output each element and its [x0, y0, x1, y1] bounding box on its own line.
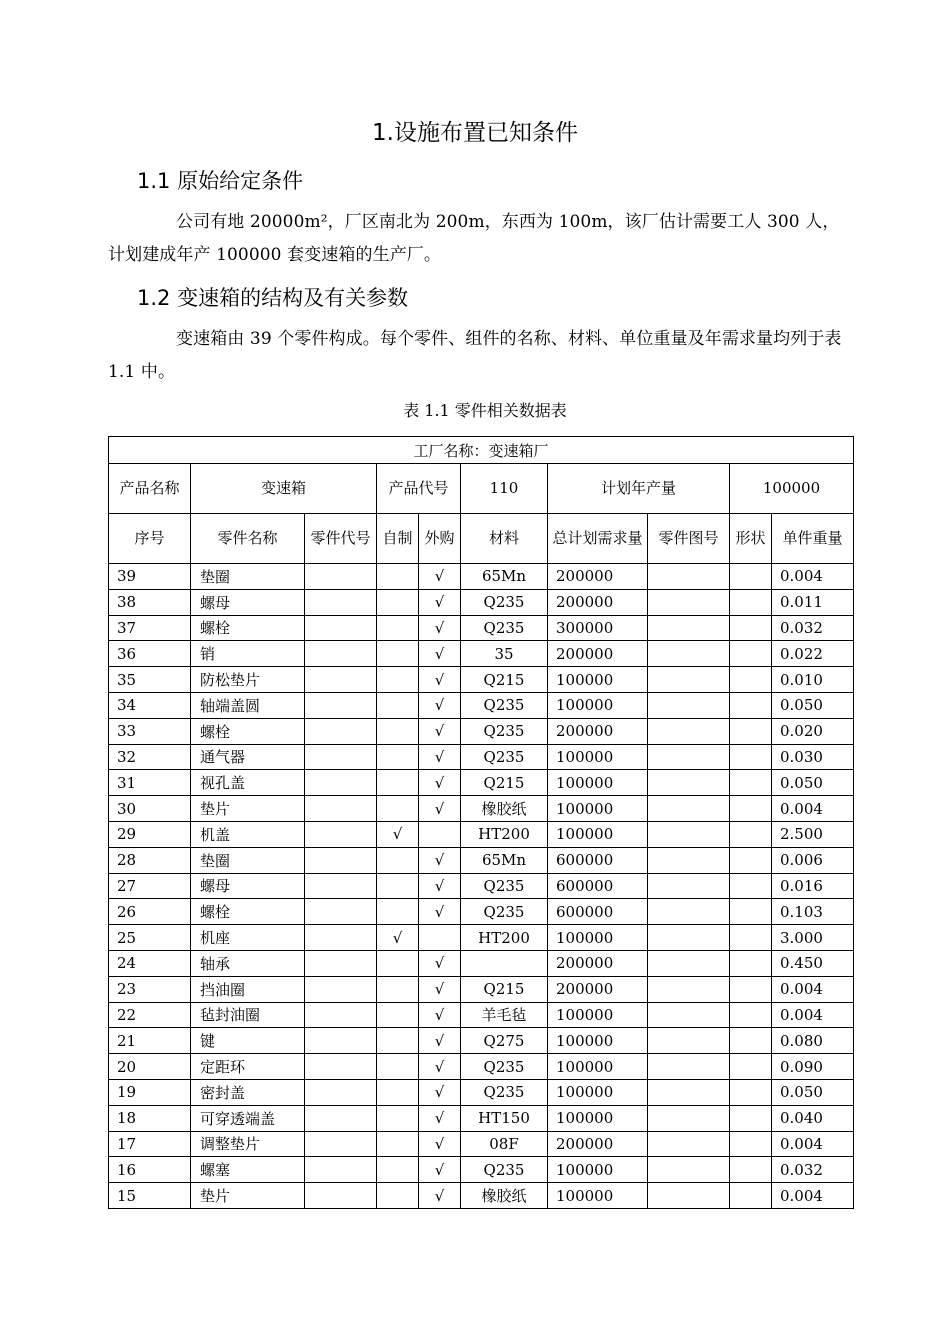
cell-outsourced: √ [419, 667, 461, 693]
table-row [109, 692, 854, 718]
cell-total-demand: 200000 [548, 589, 648, 615]
cell-part-name: 防松垫片 [191, 667, 305, 693]
cell-shape [730, 1079, 772, 1105]
cell-material: HT200 [461, 925, 548, 951]
cell-shape [730, 641, 772, 667]
cell-unit-weight: 0.011 [772, 589, 854, 615]
table-caption: 表 1.1 零件相关数据表 [403, 401, 567, 420]
cell-seq: 27 [109, 873, 191, 899]
cell-part-code [305, 976, 377, 1002]
cell-part-code [305, 1131, 377, 1157]
cell-total-demand: 200000 [548, 950, 648, 976]
table-row [109, 1157, 854, 1183]
section-heading-1-2: 1.2 变速箱的结构及有关参数 [137, 286, 409, 310]
cell-total-demand: 100000 [548, 1105, 648, 1131]
cell-material: 65Mn [461, 847, 548, 873]
cell-self-made [377, 1157, 419, 1183]
cell-shape [730, 1105, 772, 1131]
cell-part-name: 螺栓 [191, 899, 305, 925]
cell-outsourced [419, 925, 461, 951]
cell-unit-weight: 0.020 [772, 718, 854, 744]
cell-outsourced: √ [419, 1002, 461, 1028]
cell-unit-weight: 0.004 [772, 796, 854, 822]
product-name-label: 产品名称 [109, 464, 191, 514]
cell-drawing-no [648, 1157, 730, 1183]
cell-outsourced: √ [419, 1131, 461, 1157]
cell-unit-weight: 0.004 [772, 976, 854, 1002]
cell-drawing-no [648, 950, 730, 976]
cell-total-demand: 200000 [548, 1131, 648, 1157]
cell-unit-weight: 0.030 [772, 744, 854, 770]
cell-part-name: 毡封油圈 [191, 1002, 305, 1028]
cell-seq: 26 [109, 899, 191, 925]
cell-seq: 35 [109, 667, 191, 693]
cell-unit-weight: 0.450 [772, 950, 854, 976]
cell-drawing-no [648, 1183, 730, 1209]
cell-part-code [305, 692, 377, 718]
cell-outsourced: √ [419, 1028, 461, 1054]
table-row [109, 718, 854, 744]
cell-part-name: 螺母 [191, 873, 305, 899]
cell-part-code [305, 564, 377, 590]
table-row [109, 1105, 854, 1131]
factory-name-cell: 工厂名称：变速箱厂 [109, 437, 854, 464]
cell-unit-weight: 0.032 [772, 615, 854, 641]
cell-part-name: 定距环 [191, 1054, 305, 1080]
header-total-demand: 总计划需求量 [548, 514, 648, 564]
cell-shape [730, 564, 772, 590]
cell-self-made [377, 899, 419, 925]
cell-part-name: 密封盖 [191, 1079, 305, 1105]
cell-drawing-no [648, 796, 730, 822]
cell-material: HT150 [461, 1105, 548, 1131]
cell-shape [730, 950, 772, 976]
cell-drawing-no [648, 1028, 730, 1054]
cell-drawing-no [648, 821, 730, 847]
cell-total-demand: 100000 [548, 1028, 648, 1054]
table-row [109, 667, 854, 693]
table-row [109, 873, 854, 899]
cell-self-made [377, 564, 419, 590]
cell-drawing-no [648, 1131, 730, 1157]
cell-total-demand: 600000 [548, 873, 648, 899]
cell-unit-weight: 0.004 [772, 564, 854, 590]
cell-total-demand: 100000 [548, 1183, 648, 1209]
section-paragraph-1-2: 变速箱由 39 个零件构成。每个零件、组件的名称、材料、单位重量及年需求量均列于表 1.1 中。 [108, 329, 842, 382]
cell-seq: 37 [109, 615, 191, 641]
cell-self-made [377, 847, 419, 873]
cell-part-code [305, 589, 377, 615]
cell-total-demand: 100000 [548, 796, 648, 822]
cell-part-code [305, 1183, 377, 1209]
cell-shape [730, 770, 772, 796]
annual-output-value: 100000 [730, 464, 854, 514]
cell-shape [730, 925, 772, 951]
cell-part-name: 可穿透端盖 [191, 1105, 305, 1131]
cell-seq: 15 [109, 1183, 191, 1209]
header-part-code: 零件代号 [305, 514, 377, 564]
cell-part-name: 机盖 [191, 821, 305, 847]
cell-self-made [377, 1105, 419, 1131]
cell-total-demand: 100000 [548, 1002, 648, 1028]
cell-part-code [305, 718, 377, 744]
table-row [109, 1002, 854, 1028]
cell-outsourced: √ [419, 1157, 461, 1183]
cell-drawing-no [648, 899, 730, 925]
cell-total-demand: 600000 [548, 899, 648, 925]
cell-self-made [377, 796, 419, 822]
cell-total-demand: 100000 [548, 1079, 648, 1105]
cell-seq: 33 [109, 718, 191, 744]
cell-unit-weight: 0.006 [772, 847, 854, 873]
cell-material: Q235 [461, 899, 548, 925]
cell-outsourced: √ [419, 1183, 461, 1209]
cell-outsourced: √ [419, 1079, 461, 1105]
cell-self-made [377, 770, 419, 796]
cell-outsourced: √ [419, 873, 461, 899]
cell-material: Q235 [461, 744, 548, 770]
cell-seq: 31 [109, 770, 191, 796]
cell-part-code [305, 1054, 377, 1080]
cell-part-code [305, 847, 377, 873]
table-row [109, 1183, 854, 1209]
cell-shape [730, 1183, 772, 1209]
cell-self-made: √ [377, 821, 419, 847]
header-outsourced: 外购 [419, 514, 461, 564]
cell-shape [730, 976, 772, 1002]
cell-unit-weight: 0.103 [772, 899, 854, 925]
cell-part-code [305, 925, 377, 951]
cell-part-name: 螺塞 [191, 1157, 305, 1183]
cell-self-made [377, 1054, 419, 1080]
cell-total-demand: 100000 [548, 770, 648, 796]
header-drawing-no: 零件图号 [648, 514, 730, 564]
cell-part-code [305, 1157, 377, 1183]
cell-outsourced: √ [419, 692, 461, 718]
cell-unit-weight: 0.004 [772, 1131, 854, 1157]
cell-material: Q235 [461, 718, 548, 744]
cell-total-demand: 200000 [548, 718, 648, 744]
cell-shape [730, 847, 772, 873]
cell-material: 08F [461, 1131, 548, 1157]
cell-total-demand: 100000 [548, 821, 648, 847]
cell-unit-weight: 2.500 [772, 821, 854, 847]
cell-part-code [305, 1028, 377, 1054]
cell-outsourced: √ [419, 615, 461, 641]
cell-part-name: 挡油圈 [191, 976, 305, 1002]
cell-drawing-no [648, 1105, 730, 1131]
table-row [109, 564, 854, 590]
table-row [109, 615, 854, 641]
table-row [109, 1054, 854, 1080]
cell-part-name: 机座 [191, 925, 305, 951]
cell-total-demand: 200000 [548, 564, 648, 590]
cell-total-demand: 100000 [548, 925, 648, 951]
cell-part-code [305, 950, 377, 976]
cell-drawing-no [648, 564, 730, 590]
header-part-name: 零件名称 [191, 514, 305, 564]
cell-shape [730, 667, 772, 693]
cell-unit-weight: 0.050 [772, 1079, 854, 1105]
header-unit-weight: 单件重量 [772, 514, 854, 564]
cell-seq: 28 [109, 847, 191, 873]
cell-part-code [305, 770, 377, 796]
cell-shape [730, 1157, 772, 1183]
cell-part-name: 轴端盖圆 [191, 692, 305, 718]
cell-material: Q275 [461, 1028, 548, 1054]
cell-total-demand: 300000 [548, 615, 648, 641]
cell-self-made [377, 744, 419, 770]
cell-self-made [377, 976, 419, 1002]
cell-self-made [377, 1028, 419, 1054]
cell-self-made [377, 667, 419, 693]
cell-seq: 34 [109, 692, 191, 718]
header-self-made: 自制 [377, 514, 419, 564]
product-code-label: 产品代号 [377, 464, 461, 514]
cell-unit-weight: 0.016 [772, 873, 854, 899]
cell-outsourced: √ [419, 770, 461, 796]
cell-self-made [377, 950, 419, 976]
cell-part-name: 垫圈 [191, 564, 305, 590]
cell-unit-weight: 0.004 [772, 1002, 854, 1028]
cell-shape [730, 1131, 772, 1157]
header-material: 材料 [461, 514, 548, 564]
cell-part-code [305, 667, 377, 693]
cell-seq: 16 [109, 1157, 191, 1183]
cell-material: Q215 [461, 770, 548, 796]
cell-unit-weight: 0.040 [772, 1105, 854, 1131]
cell-drawing-no [648, 667, 730, 693]
cell-material: 橡胶纸 [461, 1183, 548, 1209]
cell-outsourced: √ [419, 564, 461, 590]
cell-seq: 30 [109, 796, 191, 822]
cell-seq: 39 [109, 564, 191, 590]
cell-outsourced: √ [419, 899, 461, 925]
cell-material: HT200 [461, 821, 548, 847]
cell-self-made [377, 615, 419, 641]
cell-material: 35 [461, 641, 548, 667]
table-row [109, 1079, 854, 1105]
cell-drawing-no [648, 1002, 730, 1028]
cell-drawing-no [648, 976, 730, 1002]
cell-seq: 25 [109, 925, 191, 951]
cell-shape [730, 589, 772, 615]
cell-self-made [377, 1131, 419, 1157]
cell-outsourced: √ [419, 1105, 461, 1131]
cell-outsourced: √ [419, 1054, 461, 1080]
cell-material: 橡胶纸 [461, 796, 548, 822]
cell-seq: 19 [109, 1079, 191, 1105]
cell-part-name: 螺栓 [191, 615, 305, 641]
table-row [109, 899, 854, 925]
parts-data-table [108, 436, 854, 1209]
cell-self-made [377, 1183, 419, 1209]
product-name-value: 变速箱 [191, 464, 377, 514]
header-shape: 形状 [730, 514, 772, 564]
cell-self-made [377, 1002, 419, 1028]
cell-shape [730, 744, 772, 770]
cell-drawing-no [648, 641, 730, 667]
cell-shape [730, 796, 772, 822]
cell-drawing-no [648, 1054, 730, 1080]
cell-seq: 29 [109, 821, 191, 847]
cell-drawing-no [648, 615, 730, 641]
cell-drawing-no [648, 718, 730, 744]
cell-total-demand: 100000 [548, 1157, 648, 1183]
table-row [109, 847, 854, 873]
cell-part-name: 通气器 [191, 744, 305, 770]
cell-total-demand: 600000 [548, 847, 648, 873]
cell-shape [730, 1054, 772, 1080]
product-code-value: 110 [461, 464, 548, 514]
table-row [109, 770, 854, 796]
table-row [109, 744, 854, 770]
cell-drawing-no [648, 925, 730, 951]
cell-material: Q215 [461, 976, 548, 1002]
cell-outsourced: √ [419, 950, 461, 976]
cell-self-made [377, 1079, 419, 1105]
cell-seq: 20 [109, 1054, 191, 1080]
table-row [109, 589, 854, 615]
cell-part-name: 调整垫片 [191, 1131, 305, 1157]
cell-part-code [305, 744, 377, 770]
cell-shape [730, 899, 772, 925]
cell-total-demand: 100000 [548, 667, 648, 693]
cell-unit-weight: 0.022 [772, 641, 854, 667]
cell-part-name: 螺栓 [191, 718, 305, 744]
cell-self-made [377, 873, 419, 899]
cell-outsourced: √ [419, 744, 461, 770]
cell-material: Q235 [461, 692, 548, 718]
cell-outsourced [419, 821, 461, 847]
cell-material: Q235 [461, 1079, 548, 1105]
cell-unit-weight: 3.000 [772, 925, 854, 951]
cell-outsourced: √ [419, 718, 461, 744]
cell-drawing-no [648, 873, 730, 899]
table-row [109, 641, 854, 667]
section-paragraph-1-1: 公司有地 20000m²，厂区南北为 200m，东西为 100m，该厂估计需要工人 300 人，计划建成年产 100000 套变速箱的生产厂。 [108, 212, 840, 265]
cell-unit-weight: 0.050 [772, 692, 854, 718]
cell-shape [730, 821, 772, 847]
cell-material: Q235 [461, 589, 548, 615]
cell-seq: 21 [109, 1028, 191, 1054]
cell-shape [730, 718, 772, 744]
cell-outsourced: √ [419, 796, 461, 822]
table-row [109, 796, 854, 822]
cell-material: Q235 [461, 1157, 548, 1183]
cell-self-made [377, 589, 419, 615]
table-row [109, 976, 854, 1002]
cell-part-code [305, 641, 377, 667]
cell-part-name: 垫片 [191, 796, 305, 822]
cell-shape [730, 692, 772, 718]
table-row [109, 1131, 854, 1157]
cell-part-name: 视孔盖 [191, 770, 305, 796]
cell-total-demand: 200000 [548, 976, 648, 1002]
cell-part-code [305, 899, 377, 925]
cell-part-code [305, 615, 377, 641]
cell-self-made [377, 641, 419, 667]
cell-self-made [377, 718, 419, 744]
cell-part-name: 螺母 [191, 589, 305, 615]
cell-unit-weight: 0.090 [772, 1054, 854, 1080]
cell-part-code [305, 1002, 377, 1028]
cell-part-code [305, 873, 377, 899]
cell-outsourced: √ [419, 589, 461, 615]
header-seq: 序号 [109, 514, 191, 564]
cell-material: Q235 [461, 873, 548, 899]
cell-drawing-no [648, 770, 730, 796]
cell-total-demand: 100000 [548, 744, 648, 770]
cell-part-code [305, 821, 377, 847]
cell-part-code [305, 1105, 377, 1131]
cell-part-code [305, 1079, 377, 1105]
cell-material: 65Mn [461, 564, 548, 590]
cell-total-demand: 100000 [548, 692, 648, 718]
cell-part-name: 销 [191, 641, 305, 667]
cell-unit-weight: 0.050 [772, 770, 854, 796]
cell-seq: 17 [109, 1131, 191, 1157]
cell-outsourced: √ [419, 641, 461, 667]
cell-unit-weight: 0.080 [772, 1028, 854, 1054]
section-heading-1-1: 1.1 原始给定条件 [137, 169, 304, 193]
cell-seq: 22 [109, 1002, 191, 1028]
cell-seq: 38 [109, 589, 191, 615]
cell-seq: 24 [109, 950, 191, 976]
cell-part-name: 垫圈 [191, 847, 305, 873]
cell-seq: 32 [109, 744, 191, 770]
cell-material: Q215 [461, 667, 548, 693]
cell-part-name: 轴承 [191, 950, 305, 976]
cell-seq: 18 [109, 1105, 191, 1131]
cell-total-demand: 100000 [548, 1054, 648, 1080]
cell-part-name: 键 [191, 1028, 305, 1054]
cell-material: 羊毛毡 [461, 1002, 548, 1028]
cell-material: Q235 [461, 1054, 548, 1080]
cell-unit-weight: 0.010 [772, 667, 854, 693]
cell-shape [730, 1002, 772, 1028]
annual-output-label: 计划年产量 [548, 464, 730, 514]
cell-unit-weight: 0.004 [772, 1183, 854, 1209]
cell-seq: 36 [109, 641, 191, 667]
cell-part-code [305, 796, 377, 822]
cell-self-made [377, 692, 419, 718]
table-row [109, 925, 854, 951]
cell-outsourced: √ [419, 847, 461, 873]
cell-seq: 23 [109, 976, 191, 1002]
cell-drawing-no [648, 589, 730, 615]
cell-shape [730, 615, 772, 641]
cell-total-demand: 200000 [548, 641, 648, 667]
cell-drawing-no [648, 744, 730, 770]
cell-drawing-no [648, 1079, 730, 1105]
cell-outsourced: √ [419, 976, 461, 1002]
table-row [109, 1028, 854, 1054]
document-title: 1.设施布置已知条件 [372, 120, 578, 146]
cell-material [461, 950, 548, 976]
cell-self-made: √ [377, 925, 419, 951]
cell-shape [730, 1028, 772, 1054]
cell-part-name: 垫片 [191, 1183, 305, 1209]
cell-shape [730, 873, 772, 899]
table-row [109, 950, 854, 976]
table-row [109, 821, 854, 847]
cell-drawing-no [648, 692, 730, 718]
cell-material: Q235 [461, 615, 548, 641]
cell-drawing-no [648, 847, 730, 873]
cell-unit-weight: 0.032 [772, 1157, 854, 1183]
